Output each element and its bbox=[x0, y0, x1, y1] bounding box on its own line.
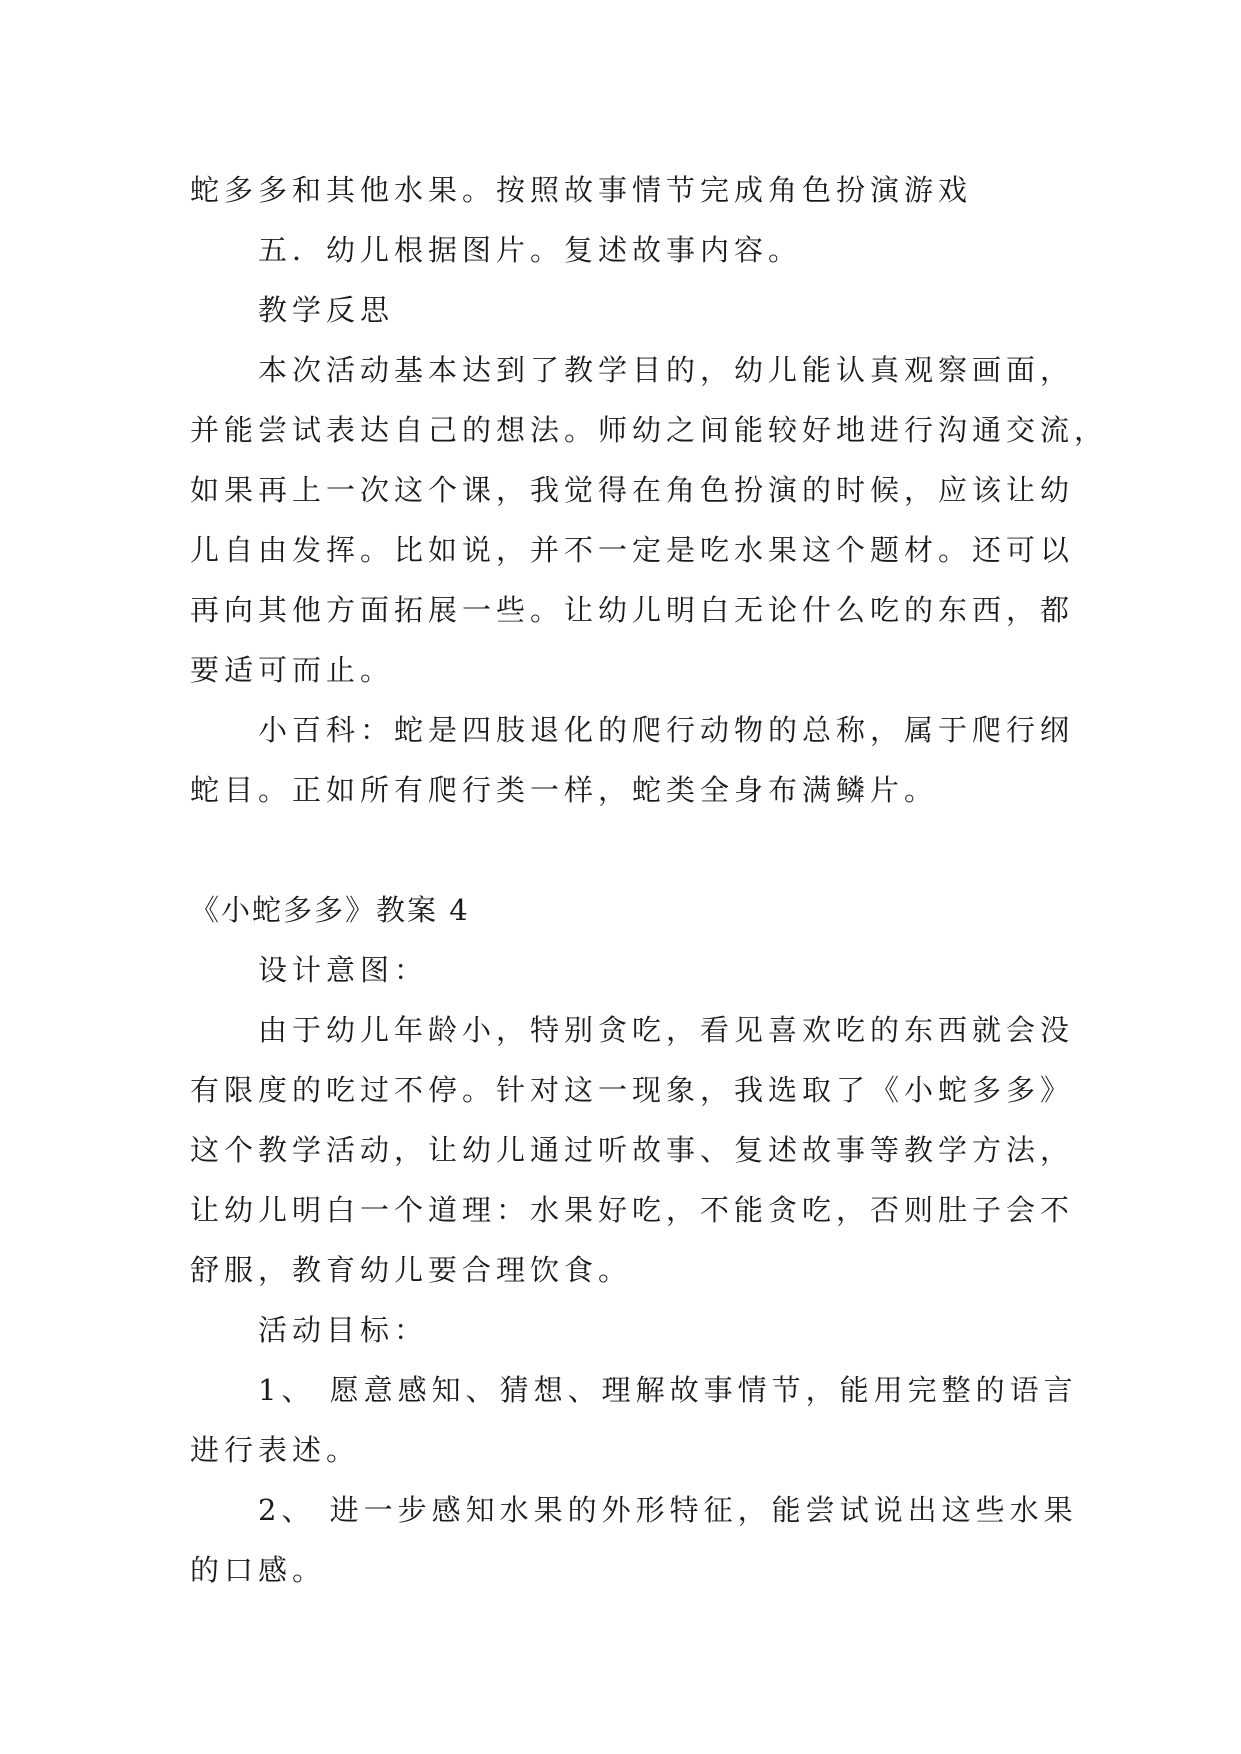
lesson-title: 《小蛇多多》教案 4 bbox=[190, 893, 470, 927]
text-line: 并能尝试表达自己的想法。师幼之间能较好地进行沟通交流， bbox=[190, 413, 1109, 447]
section-heading: 教学反思 bbox=[258, 293, 395, 327]
section-heading: 活动目标： bbox=[258, 1313, 429, 1347]
text-line: 这个教学活动，让幼儿通过听故事、复述故事等教学方法， bbox=[190, 1133, 1075, 1167]
text-line: 儿自由发挥。比如说，并不一定是吃水果这个题材。还可以 bbox=[190, 533, 1075, 567]
text-line: 再向其他方面拓展一些。让幼儿明白无论什么吃的东西，都 bbox=[190, 593, 1075, 627]
text-line: 1、 愿意感知、猜想、理解故事情节，能用完整的语言 bbox=[258, 1373, 1078, 1407]
text-line: 的口感。 bbox=[190, 1553, 327, 1587]
text-line: 本次活动基本达到了教学目的，幼儿能认真观察画面， bbox=[258, 353, 1075, 387]
text-line: 蛇多多和其他水果。按照故事情节完成角色扮演游戏 bbox=[190, 173, 973, 207]
spacer bbox=[190, 820, 1060, 880]
text-line: 让幼儿明白一个道理：水果好吃，不能贪吃，否则肚子会不 bbox=[190, 1193, 1075, 1227]
text-line: 由于幼儿年龄小，特别贪吃，看见喜欢吃的东西就会没 bbox=[258, 1013, 1075, 1047]
text-line: 舒服，教育幼儿要合理饮食。 bbox=[190, 1253, 633, 1287]
text-line: 小百科：蛇是四肢退化的爬行动物的总称，属于爬行纲 bbox=[258, 713, 1075, 747]
text-line: 蛇目。正如所有爬行类一样，蛇类全身布满鳞片。 bbox=[190, 773, 939, 807]
text-line: 五．幼儿根据图片。复述故事内容。 bbox=[258, 233, 803, 267]
section-heading: 设计意图： bbox=[258, 953, 429, 987]
document-body bbox=[190, 160, 1109, 1600]
text-line: 要适可而止。 bbox=[190, 653, 395, 687]
text-line: 2、 进一步感知水果的外形特征，能尝试说出这些水果 bbox=[258, 1493, 1078, 1527]
text-line: 进行表述。 bbox=[190, 1433, 361, 1467]
text-line: 如果再上一次这个课，我觉得在角色扮演的时候，应该让幼 bbox=[190, 473, 1075, 507]
text-line: 有限度的吃过不停。针对这一现象，我选取了《小蛇多多》 bbox=[190, 1073, 1075, 1107]
